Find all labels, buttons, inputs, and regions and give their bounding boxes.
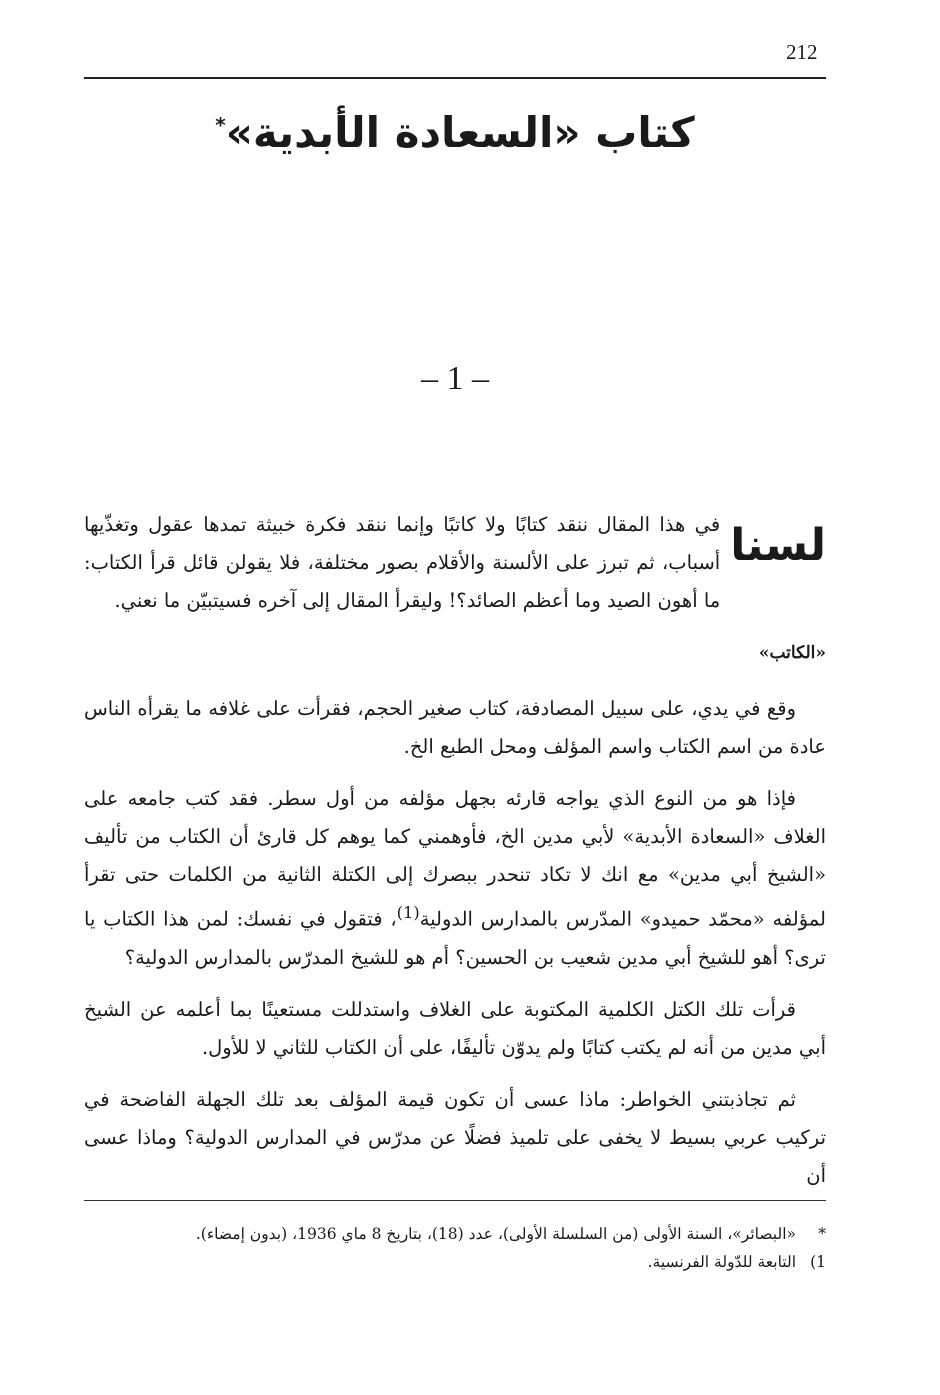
title-footnote-mark: * — [215, 113, 226, 137]
page-number: 212 — [786, 40, 818, 64]
paragraph-3 — [84, 780, 826, 977]
section-number: – 1 – — [421, 360, 489, 397]
footnote-rule — [84, 1200, 826, 1201]
page-title — [84, 108, 826, 157]
footnote-1-mark: 1) — [810, 1253, 826, 1271]
paragraph-4: قرأت تلك الكتل الكلمية المكتوبة على الغلاف واستدللت مستعينًا بما أعلمه عن الشيخ أبي مدين من أنه لم يكتب كتابًا ولم يدوّن تأليفًا، على أن الكتاب للثاني لا للأول. — [84, 997, 826, 1059]
footnote-1-text: التابعة للدّولة الفرنسية. — [647, 1253, 796, 1271]
paragraph-1 — [84, 506, 826, 620]
article-body — [84, 506, 826, 1209]
footnote-star — [84, 1220, 826, 1248]
footnote-1 — [84, 1248, 826, 1276]
footnote-ref-1: (1) — [396, 903, 420, 922]
footnote-star-mark: * — [818, 1225, 826, 1243]
paragraph-3-text: فإذا هو من النوع الذي يواجه قارئه بجهل مؤلفه من أول سطر. فقد كتب جامعه على الغلاف «السعادة الأبدية» لأبي مدين الخ، فأوهمني كما يوهم كل قارئ أن الكتاب من تأليف «الشيخ أبي مدين» مع انك لا تكاد تنحدر ببصرك إلى الكتلة الثانية من الكلمات حتى تقرأ لمؤلفه «محمّد حميدو» المدّرس بالمدارس الدولية — [84, 787, 826, 931]
paragraph-2: وقع في يدي، على سبيل المصادفة، كتاب صغير الحجم، فقرأت على غلافه ما يقرأه الناس عادة من اسم الكتاب واسم المؤلف ومحل الطبع الخ. — [84, 697, 826, 758]
header-rule — [84, 77, 826, 79]
paragraph-5: ثم تجاذبتني الخواطر: ماذا عسى أن تكون قيمة المؤلف بعد تلك الجهلة الفاضحة في تركيب عربي بسيط لا يخفى على تلميذ فضلًا عن مدرّس في المدارس الدولية؟ وماذا عسى أن — [84, 1087, 826, 1187]
lead-word: لسنا — [730, 520, 826, 571]
footnote-star-text: «البصائر»، السنة الأولى (من السلسلة الأولى)، عدد (18)، بتاريخ 8 ماي 1936، (بدون إمضاء). — [195, 1225, 796, 1243]
paragraph-3-rest: ، فتقول في نفسك: لمن هذا الكتاب يا ترى؟ أهو للشيخ أبي مدين شعيب بن الحسين؟ أم هو للشيخ المدرّس بالمدارس الدولية؟ — [84, 907, 826, 969]
footnotes — [84, 1220, 826, 1276]
subheading: «الكاتب» — [758, 643, 826, 663]
title-text: كتاب «السعادة الأبدية» — [225, 108, 695, 157]
paragraph-1-text: في هذا المقال ننقد كتابًا ولا كاتبًا وإنما ننقد فكرة خبيثة تمدها عقول وتغذّيها أسباب، ثم تبرز على الألسنة والأقلام بصور مختلفة، فلا يقولن قائل قرأ الكتاب: ما أهون الصيد وما أعظم الصائد؟! وليقرأ المقال إلى آخره فسيتبيّن ما نعني. — [84, 513, 721, 612]
